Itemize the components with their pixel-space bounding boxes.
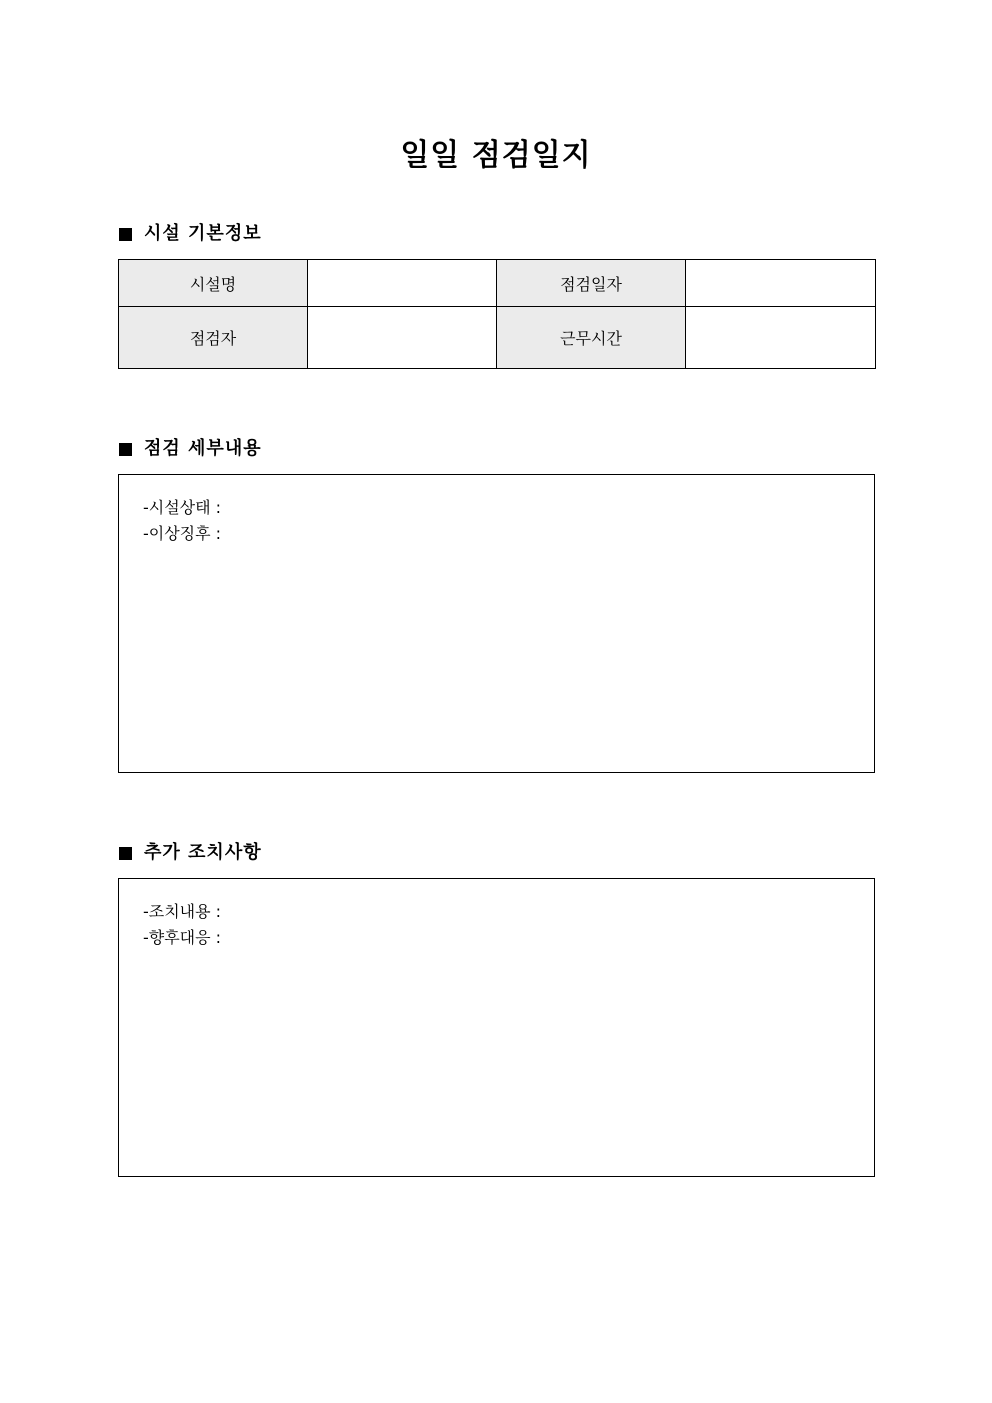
section-heading-basic-info xyxy=(119,222,262,246)
work-hours-field[interactable] xyxy=(686,307,876,369)
section-heading-text: 추가 조치사항 xyxy=(144,842,262,863)
table-row xyxy=(119,260,876,307)
inspector-label: 점검자 xyxy=(119,307,308,369)
square-bullet-icon xyxy=(119,847,132,860)
section-heading-text: 점검 세부내용 xyxy=(144,438,262,459)
facility-name-label: 시설명 xyxy=(119,260,308,307)
table-row xyxy=(119,307,876,369)
facility-info-table xyxy=(118,259,876,369)
section-heading-text: 시설 기본정보 xyxy=(144,223,262,244)
work-hours-label: 근무시간 xyxy=(497,307,686,369)
additional-actions-box[interactable] xyxy=(118,878,875,1177)
follow-up-line: -향후대응 : xyxy=(143,928,222,947)
inspection-date-label: 점검일자 xyxy=(497,260,686,307)
facility-status-line: -시설상태 : xyxy=(143,498,222,517)
section-heading-inspection-details xyxy=(119,437,262,461)
action-taken-line: -조치내용 : xyxy=(143,902,222,921)
facility-name-field[interactable] xyxy=(308,260,497,307)
page-title: 일일 점검일지 xyxy=(400,138,592,173)
inspector-field[interactable] xyxy=(308,307,497,369)
section-heading-additional-actions xyxy=(119,841,262,865)
inspection-date-field[interactable] xyxy=(686,260,876,307)
square-bullet-icon xyxy=(119,443,132,456)
square-bullet-icon xyxy=(119,228,132,241)
inspection-details-box[interactable] xyxy=(118,474,875,773)
anomaly-signs-line: -이상징후 : xyxy=(143,524,222,543)
